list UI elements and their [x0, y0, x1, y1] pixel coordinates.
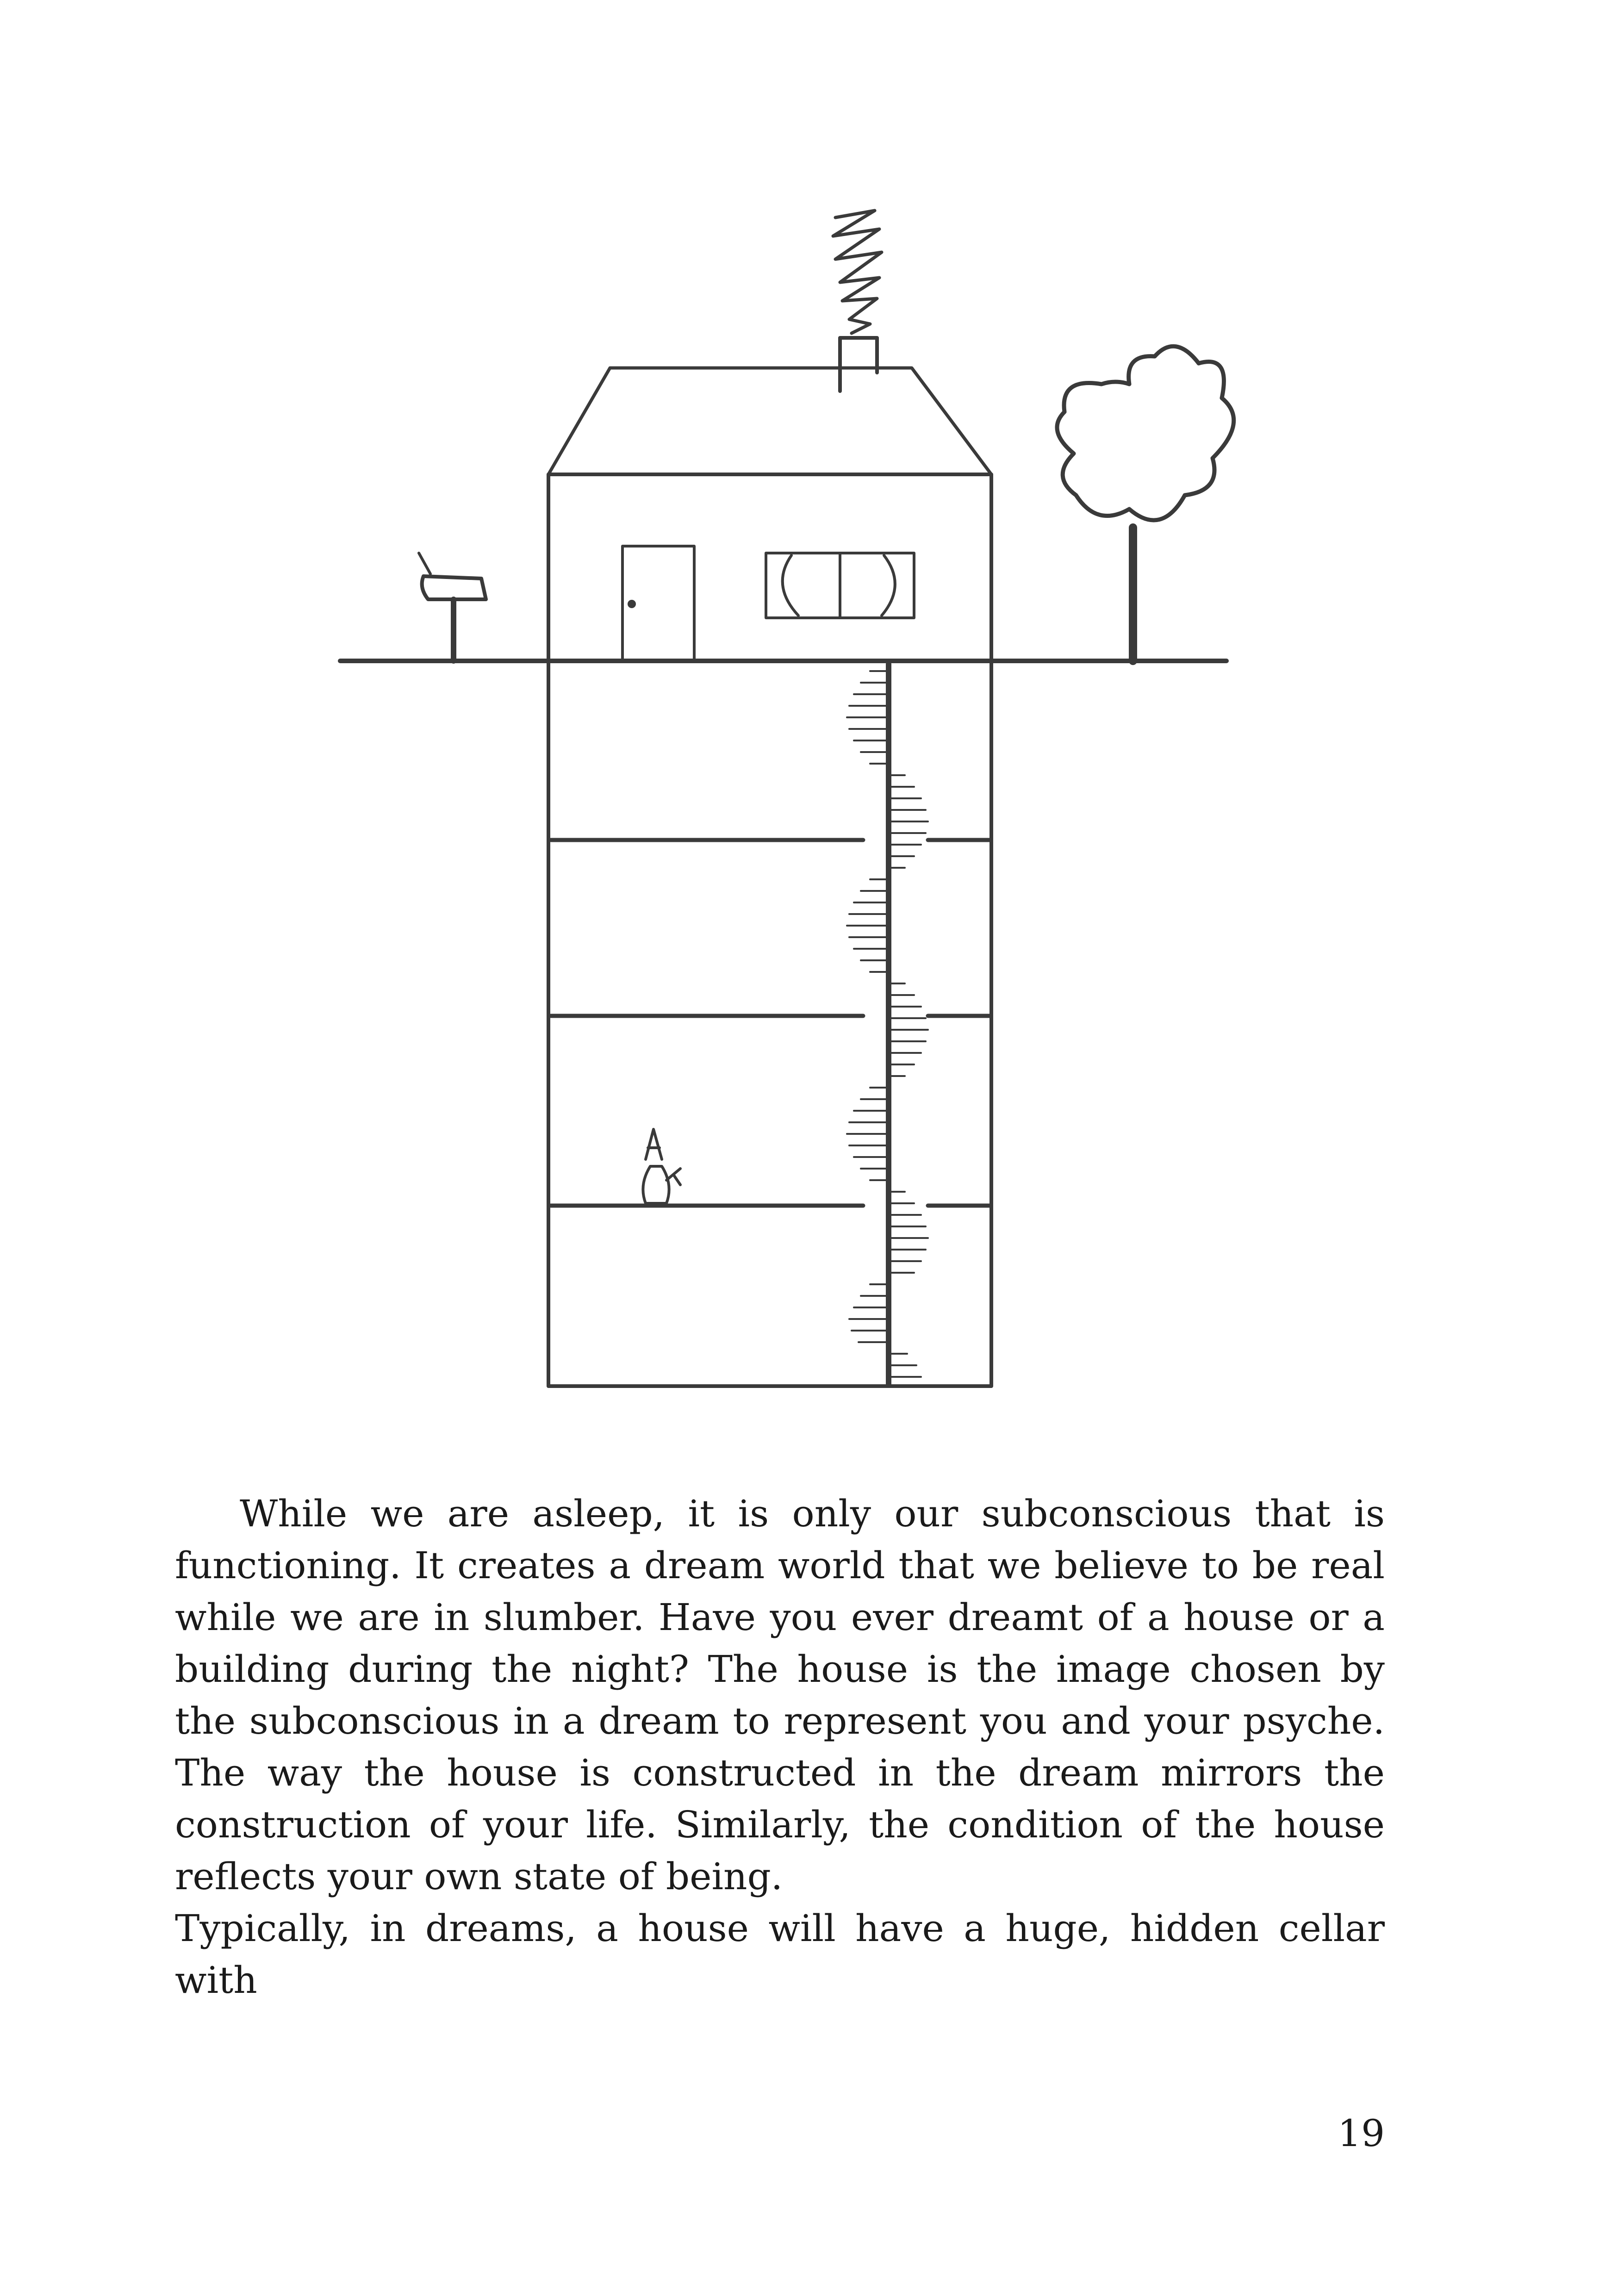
chimney-smoke	[833, 211, 882, 333]
left-curtain	[783, 555, 798, 616]
mailbox-flag	[419, 553, 430, 574]
chimney	[840, 338, 877, 391]
house-walls	[548, 474, 991, 661]
cellar-walls	[548, 661, 991, 1386]
paragraph-2: Typically, in dreams, a house will have a huge, hidden cellar with	[175, 1907, 1385, 2002]
right-curtain	[882, 555, 895, 616]
page-number: 19	[1338, 2112, 1385, 2155]
tree-crown	[1057, 346, 1234, 520]
body-text	[175, 1488, 1385, 2006]
roof	[548, 368, 991, 474]
paragraph-1: While we are asleep, it is only our subconscious that is functioning. It creates a dream world that we believe to be real while we are in slumber. Have you ever dreamt of a house or a building during the night? The house is the image chosen by the subconscious in a dream to represent you and your psyche. The way the house is constructed in the dream mirrors the construction of your life. Similarly, the condition of the house reflects your own state of being.	[175, 1492, 1385, 1898]
mailbox	[422, 576, 486, 599]
small-figure	[643, 1129, 680, 1203]
door-knob	[628, 600, 636, 608]
